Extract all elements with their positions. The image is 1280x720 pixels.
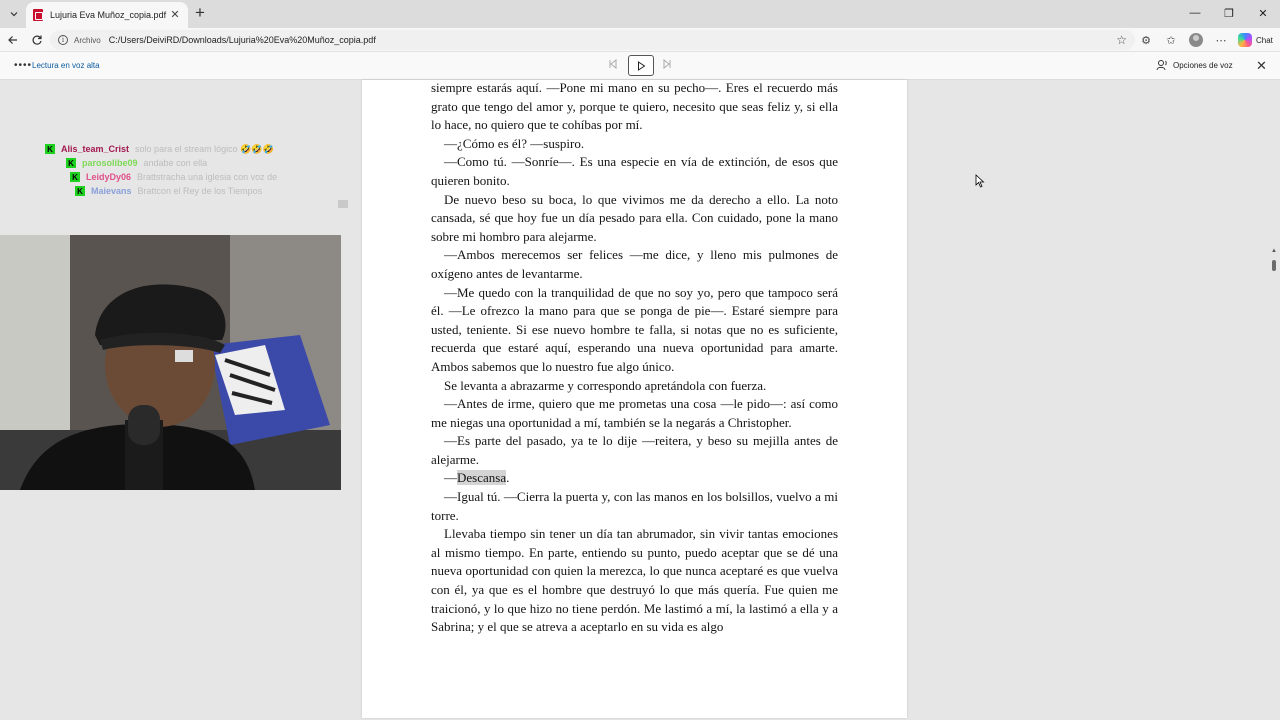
tab-close-icon[interactable]: ✕ [170,9,180,21]
chat-message [70,171,277,183]
viewer-scrollbar[interactable] [1268,80,1280,720]
chat-message [75,185,262,197]
highlighted-paragraph [431,469,838,488]
profile-button[interactable] [1188,32,1204,48]
kick-badge-icon: K [75,186,85,196]
page-text [431,79,838,637]
scrollbar-thumb[interactable] [1272,260,1276,271]
paragraph: De nuevo beso su boca, lo que vivimos me da derecho a ello. La noto cansada, sé que hoy fue un día pesado para ella. Con cuidado, pone la mano sobre mi hombro para alejarme. [431,191,838,244]
voice-options-button[interactable] [1156,59,1233,71]
next-paragraph-button[interactable] [662,59,672,72]
read-aloud-label: Lectura en voz alta [32,61,100,70]
pdf-file-icon [33,9,43,21]
new-tab-button[interactable]: + [195,3,205,22]
paragraph: —Antes de irme, quiero que me prometas una cosa —le pido—: así como me niegas una oportunidad a mí, también se la negarás a Christopher. [431,396,838,430]
chat-username: Alis_team_Crist [61,144,130,154]
chat-username: parosolibe09 [82,158,138,168]
address-bar[interactable] [50,30,1135,50]
back-button[interactable] [3,30,23,50]
kick-badge-icon: K [66,158,76,168]
kick-badge-icon: K [45,144,55,154]
paragraph: siempre estarás aquí. —Pone mi mano en su pecho—. Eres el recuerdo más grato que tengo del amor y, porque te quiero, necesito que seas feliz y, si ella lo hace, no quiero que te cohíbas por mí. [431,80,838,133]
navigation-toolbar [0,28,1280,52]
scheme-label: Archivo [74,35,101,45]
chat-message [66,157,207,169]
favorite-star-icon[interactable]: ☆ [1116,33,1127,47]
voice-options-label: Opciones de voz [1173,60,1233,70]
restore-button[interactable]: ❐ [1224,7,1234,20]
chat-message [45,143,274,155]
play-icon [636,61,646,71]
kick-badge-icon: K [70,172,80,182]
mouse-cursor-icon [975,174,985,188]
paragraph: —Me quedo con la tranquilidad de que no soy yo, pero que tampoco será él. —Le ofrezco la mano para que se ponga de pie—. Estaré siempre para usted, teniente. Si ese nuevo hombre te falla, si notas que no es suficiente, recuerda que estaré aquí, esperando una nueva oportunidad para amarte. Ambos sabemos que lo nuestro fue algo único. [431,284,838,374]
toolbar-icons [1138,30,1273,50]
info-icon[interactable]: i [58,35,68,45]
tab-strip [0,0,1280,28]
paragraph: —Como tú. —Sonríe—. Es una especie en vía de extinción, de esos que quieren bonito. [431,154,838,188]
read-aloud-highlight: Descansa [457,470,507,486]
extensions-icon[interactable]: ⚙ [1141,34,1151,47]
pdf-page [362,80,907,718]
active-tab[interactable] [26,2,188,28]
reload-icon [31,34,43,46]
chat-text: solo para el stream lógico 🤣🤣🤣 [135,143,274,154]
chat-username: LeidyDy06 [86,172,132,182]
webcam-image [0,235,341,490]
paragraph: —Ambos merecemos ser felices —me dice, y lleno mis pulmones de oxígeno antes de levantarme. [431,247,838,281]
scroll-up-icon[interactable]: ▲ [1271,248,1277,254]
paragraph: —Es parte del pasado, ya te lo dije —reitera, y beso su mejilla antes de alejarme. [431,433,838,467]
skip-back-icon [608,59,618,69]
copilot-icon [1238,33,1252,47]
favorites-icon[interactable]: ✩ [1166,34,1176,47]
chat-text: Brattcon el Rey de los Tiempos [137,186,263,196]
paragraph: Llevaba tiempo sin tener un día tan abrumador, sin vivir tantas emociones al mismo tiempo. En parte, entiendo su punto, puedo aceptar que se dé una nueva oportunidad con quien la merezca, lo que nunca aceptaré es que vuelva con él, ya que es el hombre que destruyó lo que más quería. Fue quien me traicionó, y lo que hizo no tiene perdón. Me lastimó a mí, la lastimó a ella y a Sabrina; y el que se atreva a aceptarlo en su vida es algo [431,526,838,635]
reload-button[interactable] [27,30,47,50]
voice-person-icon [1156,59,1168,71]
dash: — [444,470,457,486]
tab-list-button[interactable] [3,3,25,24]
read-aloud-menu-icon[interactable]: •••• [14,60,33,71]
chat-label: Chat [1256,35,1273,45]
back-arrow-icon [7,34,19,46]
minimize-button[interactable]: — [1189,7,1201,19]
stream-chat-overlay [0,140,360,210]
paragraph: —¿Cómo es él? —suspiro. [444,135,585,151]
read-aloud-bar [0,52,1280,80]
webcam-feed [0,235,341,490]
chat-username: Maievans [91,186,132,196]
period: . [506,470,510,486]
chevron-down-icon [9,9,19,19]
tab-title: Lujuria Eva Muñoz_copia.pdf [50,10,167,20]
play-button[interactable] [628,55,654,76]
skip-forward-icon [662,59,672,69]
paragraph: —Igual tú. —Cierra la puerta y, con las manos en los bolsillos, vuelvo a mi torre. [431,489,838,523]
close-window-button[interactable]: ✕ [1258,7,1268,20]
chat-scroll-indicator [338,200,348,208]
close-read-aloud-icon[interactable]: ✕ [1256,58,1267,73]
url-text[interactable]: C:/Users/DeiviRD/Downloads/Lujuria%20Eva%20Muñoz_copia.pdf [108,35,376,45]
avatar [1189,33,1203,47]
paragraph: Se levanta a abrazarme y correspondo apretándola con fuerza. [444,377,767,393]
chat-text: andabe con ella [143,158,208,168]
copilot-chat-button[interactable] [1238,33,1273,47]
window-controls [1178,0,1280,28]
previous-paragraph-button[interactable] [608,59,618,72]
chat-text: Brattstracha una iglesia con voz de [137,172,278,182]
more-menu-icon[interactable]: ⋯ [1215,34,1227,47]
